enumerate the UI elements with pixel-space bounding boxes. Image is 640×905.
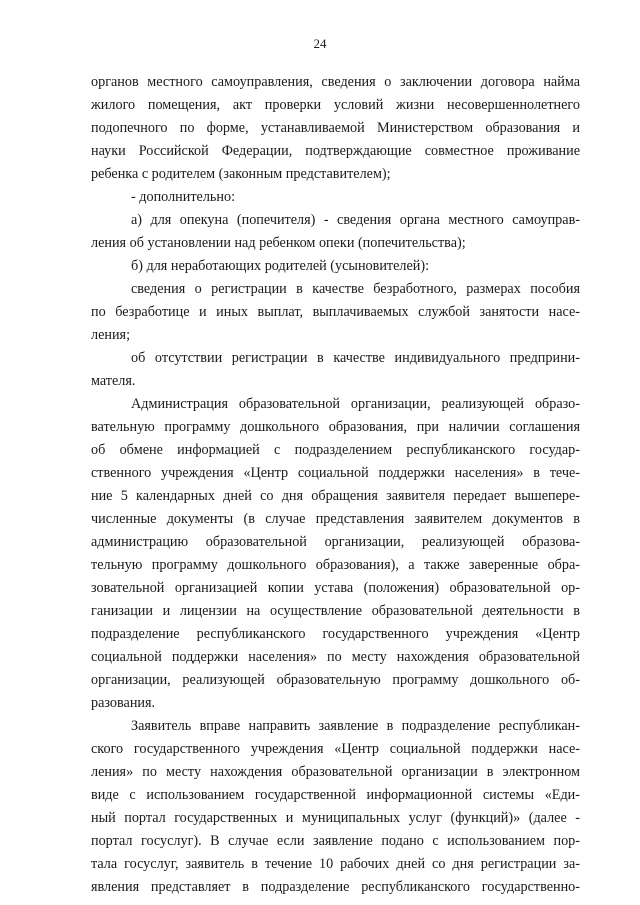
text-line: Администрация образовательной организации, реализующей образо- <box>131 396 580 412</box>
text-line: ственного учреждения «Центр социальной поддержки населения» в тече- <box>91 465 580 481</box>
text-line: ления об установлении над ребенком опеки (попечительства); <box>91 235 466 251</box>
page-number: 24 <box>313 36 327 51</box>
text-line: администрацию образовательной организации, реализующей образова- <box>91 534 580 550</box>
text-line: по безработице и иных выплат, выплачиваемых службой занятости насе- <box>91 304 580 320</box>
text-line: вательную программу дошкольного образования, при наличии соглашения <box>91 419 580 435</box>
text-line: мателя. <box>91 373 136 389</box>
text-line: разования. <box>91 695 156 711</box>
text-line: науки Российской Федерации, подтверждающие совместное проживание <box>91 143 580 159</box>
text-line: портал госуслуг). В случае если заявление подано с использованием пор- <box>91 833 580 849</box>
text-line: зовательной организацией копии устава (положения) образовательной ор- <box>91 580 580 596</box>
text-line: об обмене информацией с подразделением республиканского государ- <box>91 442 580 458</box>
text-line: организации, реализующей образовательную программу дошкольного об- <box>91 672 580 688</box>
text-line: а) для опекуна (попечителя) - сведения органа местного самоуправ- <box>131 212 580 228</box>
text-line: - дополнительно: <box>131 189 236 205</box>
text-line: подопечного по форме, устанавливаемой Министерством образования и <box>91 120 580 136</box>
text-line: жилого помещения, акт проверки условий жизни несовершеннолетнего <box>91 97 580 113</box>
text-line: ребенка с родителем (законным представителем); <box>91 166 391 182</box>
text-line: ганизации и лицензии на осуществление образовательной деятельности в <box>91 603 580 619</box>
text-line: тала госуслуг, заявитель в течение 10 рабочих дней со дня регистрации за- <box>91 856 580 872</box>
text-line: виде с использованием государственной информационной системы «Еди- <box>91 787 580 803</box>
text-line: ный портал государственных и муниципальных услуг (функций)» (далее - <box>91 810 580 826</box>
text-line: ления» по месту нахождения образовательной организации в электронном <box>91 764 580 780</box>
text-line: подразделение республиканского государственного учреждения «Центр <box>91 626 580 642</box>
text-line: социальной поддержки населения» по месту нахождения образовательной <box>91 649 580 665</box>
text-line: ления; <box>91 327 131 343</box>
text-line: об отсутствии регистрации в качестве индивидуального предприни- <box>131 350 580 366</box>
text-line: б) для неработающих родителей (усыновителей): <box>131 258 430 274</box>
text-line: сведения о регистрации в качестве безработного, размерах пособия <box>131 281 580 297</box>
text-line: ского государственного учреждения «Центр социальной поддержки насе- <box>91 741 580 757</box>
text-line: численные документы (в случае представления заявителем документов в <box>91 511 580 527</box>
text-line: органов местного самоуправления, сведения о заключении договора найма <box>91 74 580 90</box>
text-line: явления представляет в подразделение республиканского государственно- <box>91 879 580 895</box>
text-line: тельную программу дошкольного образования), а также заверенные обра- <box>91 557 580 573</box>
text-line: Заявитель вправе направить заявление в подразделение республикан- <box>131 718 580 734</box>
text-line: ние 5 календарных дней со дня обращения заявителя передает вышепере- <box>91 488 580 504</box>
